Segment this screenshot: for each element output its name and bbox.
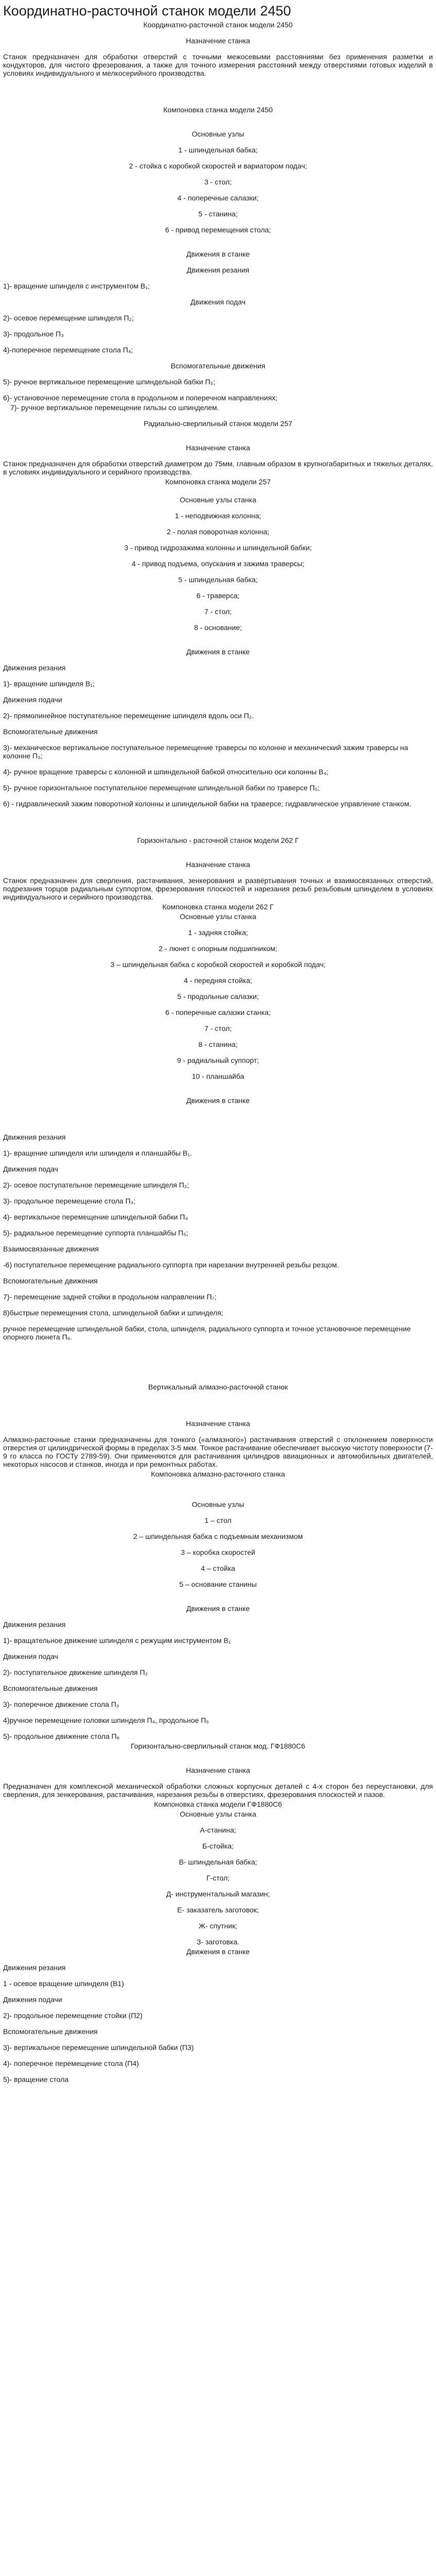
paragraph: Радиально-сверлильный станок модели 257 xyxy=(144,419,292,428)
paragraph: 5 – основание станины xyxy=(179,1580,257,1588)
paragraph: 4 - поперечные салазки; xyxy=(177,194,259,202)
paragraph: 6 - поперечные салазки станка; xyxy=(165,1008,271,1016)
paragraph: 1 - неподвижная колонна; xyxy=(175,512,261,520)
paragraph: Назначение станка xyxy=(186,1419,250,1428)
paragraph: Основные узлы станка xyxy=(180,912,256,921)
paragraph: 3 - привод гидрозажима колонны и шпиндельной бабки; xyxy=(124,544,312,552)
paragraph: 8 - станина; xyxy=(198,1040,238,1048)
spacer xyxy=(3,487,433,496)
paragraph: А-станина; xyxy=(200,1826,236,1834)
paragraph: Взаимосвязанные движения xyxy=(3,1245,99,1253)
paragraph: Движения подачи xyxy=(3,1995,62,2004)
paragraph: 8)быстрые перемещения стола, шпиндельной бабки и шпинделя; xyxy=(3,1309,223,1317)
paragraph: 3)- механическое вертикальное поступательное перемещение траверсы по колонне и механический зажим траверсы на колонне П₃; xyxy=(3,743,408,760)
spacer xyxy=(3,1480,433,1500)
spacer xyxy=(3,85,433,106)
spacer xyxy=(3,1758,433,1766)
paragraph: 2 – шпиндельная бабка с подъемным механизмом xyxy=(133,1532,303,1540)
paragraph: 2)- осевое поступательное перемещение шпинделя П₂; xyxy=(3,1181,189,1189)
paragraph: 1 - задняя стойка; xyxy=(188,928,248,937)
paragraph: 3 - стол; xyxy=(204,178,232,186)
paragraph: 1)- вращательное движение шпинделя с режущим инструментом В₁ xyxy=(3,1636,231,1645)
paragraph: 2)- прямолинейное поступательное перемещение шпинделя вдоль оси П₂. xyxy=(3,711,254,720)
paragraph: Г-стол; xyxy=(206,1874,230,1882)
paragraph: Алмазно-расточные станки предназначены для тонкого («алмазного») растачивания отверстий с отклонением поверхности отверстия от цилиндрической формы в пределах 3-5 мкм. Тонкое растачивание обеспечивает высокую чистоту поверхности (7-9 го класса по ГОСТу 2789-59). Они применяются для растачивания цилиндров авиационных и автомобильных двигателей, некоторых насосов и станков, иногда и при ремонтных работах. xyxy=(3,1435,433,1468)
paragraph: З- заготовка. xyxy=(196,1938,240,1946)
paragraph: Вспомогательные движения xyxy=(3,727,98,736)
paragraph: 6 - привод перемещения стола; xyxy=(165,226,271,234)
paragraph: Движения подачи xyxy=(3,696,62,704)
spacer xyxy=(3,122,433,130)
paragraph: Основные узлы станка xyxy=(180,1810,256,1818)
paragraph: Координатно-расточной станок модели 2450 xyxy=(143,21,293,29)
paragraph: В- шпиндельная бабка; xyxy=(179,1858,257,1866)
paragraph: 1)- вращение шпинделя с инструментом В₁; xyxy=(3,282,150,290)
paragraph: 5 - шпиндельная бабка; xyxy=(178,575,258,584)
paragraph: 4 - привод подъема, опускания и зажима траверсы; xyxy=(131,560,305,568)
paragraph: 2)- осевое перемещение шпинделя П₂; xyxy=(3,314,134,322)
paragraph: Е- заказатель заготовок; xyxy=(177,1906,259,1914)
paragraph: Станок предназначен для обработки отверстий с точными межосевыми расстояниями без применения разметки и кондукторов, для чистого фрезерования, а также для точного измерения расстояний между отверстиями готовых изделий в условиях индивидуального и мелкосерийного производства. xyxy=(3,53,433,77)
paragraph: Движения подач xyxy=(190,298,246,306)
paragraph: Компоновка станка модели 262 Г xyxy=(162,903,274,911)
paragraph: Движения в станке xyxy=(186,1096,250,1105)
paragraph: 3 – коробка скоростей xyxy=(181,1548,255,1556)
spacer xyxy=(3,1088,433,1096)
paragraph: 7)- перемещение задней стойки в продольном направлении П₇; xyxy=(3,1293,217,1301)
paragraph: Назначение станка xyxy=(186,444,250,452)
paragraph: Д- инструментальный магазин; xyxy=(166,1890,270,1898)
paragraph: 2)- поступательное движение шпинделя П₂ xyxy=(3,1668,148,1676)
paragraph: 6)- установочное перемещение стола в продольном и поперечном направлениях; xyxy=(3,394,277,402)
paragraph: 3)- вертикальное перемещение шпиндельной бабки (П3) xyxy=(3,2043,194,2052)
paragraph: 9 - радиальный суппорт; xyxy=(177,1056,259,1064)
document-title: Координатно-расточной станок модели 2450 xyxy=(3,3,291,19)
paragraph: 3)- продольное П₃ xyxy=(3,330,64,338)
paragraph: 4 - передняя стойка; xyxy=(184,976,252,985)
spacer xyxy=(3,639,433,648)
paragraph: Движения в станке xyxy=(186,648,250,656)
paragraph: Движения резания xyxy=(3,664,66,672)
paragraph: 1 - шпиндельная бабка; xyxy=(178,146,258,154)
paragraph: Б-стойка; xyxy=(202,1842,234,1850)
paragraph: Движения подач xyxy=(3,1652,58,1660)
paragraph: 2 - стойка с коробкой скоростей и вариатором подач; xyxy=(129,162,307,170)
paragraph: 2)- продольное перемещение стойки (П2) xyxy=(3,2011,143,2020)
paragraph: Вспомогательные движения xyxy=(3,2027,98,2036)
document-body xyxy=(3,21,433,2091)
paragraph: Горизонтально-сверлильный станок мод. ГФ1880С6 xyxy=(131,1742,305,1750)
paragraph: Основные узлы станка xyxy=(180,496,256,504)
paragraph: 5 - станина; xyxy=(198,210,238,218)
paragraph: 6) - гидравлический зажим поворотной колонны и шпиндельной бабки на траверсе; гидравлическое управление станком. xyxy=(3,800,411,808)
paragraph: Назначение станка xyxy=(186,1766,250,1774)
paragraph: 2 - полая поворотная колонна; xyxy=(167,528,269,536)
paragraph: Компоновка станка модели 2450 xyxy=(163,106,273,114)
paragraph: 7 - стол; xyxy=(204,607,232,616)
paragraph: 2 - люнет с опорным подшипником; xyxy=(159,944,277,953)
paragraph: 1 – стол xyxy=(204,1516,232,1524)
paragraph: Движения в станке xyxy=(186,250,250,258)
paragraph: 5)- ручное горизонтальное поступательное перемещение шпиндельной бабки по траверсе П₅; xyxy=(3,784,320,792)
paragraph: Движения резания xyxy=(3,1620,66,1629)
paragraph: 5)- ручное вертикальное перемещение шпиндельной бабки П₅; xyxy=(3,378,215,386)
paragraph: 10 - планшайба xyxy=(191,1072,245,1080)
spacer xyxy=(3,852,433,860)
paragraph: Компоновка станка модели 257 xyxy=(165,478,271,486)
paragraph: 4)- вертикальное перемещение шпиндельной бабки П₄ xyxy=(3,1213,188,1221)
paragraph: Движения резания xyxy=(3,1133,66,1141)
paragraph: 5)- радиальное перемещение суппорта планшайбы П₅; xyxy=(3,1229,188,1237)
paragraph: Ж- спутник; xyxy=(198,1922,238,1930)
spacer xyxy=(3,435,433,444)
paragraph: 5 - продольные салазки; xyxy=(177,992,259,1001)
paragraph: 4)- поперечное перемещение стола (П4) xyxy=(3,2059,139,2067)
paragraph: Основные узлы xyxy=(191,1500,245,1509)
paragraph: Станок предназначен для сверления, растачивания, зенкерования и развёртывания точных и взаимосвязанных отверстий, подрезания торцов радиальным суппортом, фрезерования плоскостей и нарезания резьб резьбовым шпинделем в условиях индивидуального и серийного производства. xyxy=(3,876,433,901)
paragraph: 5)- вращение стола xyxy=(3,2075,69,2083)
paragraph: 7 - стол; xyxy=(204,1024,232,1032)
spacer xyxy=(3,1596,433,1604)
paragraph: 4)ручное перемещение головки шпинделя П₄, продольное П₅ xyxy=(3,1716,209,1724)
paragraph: 4)- ручное вращение траверсы с колонной и шпиндельной бабкой относительно оси колонны В₄; xyxy=(3,768,328,776)
paragraph: Предназначен для комплексной механической обработки сложных корпусных деталей с 4-х сторон без переустановки, для сверления, для зенкерования, растачивания, нарезания резьбы в отверстиях, фрезерования плоскостей и пазов. xyxy=(3,1782,433,1799)
spacer xyxy=(3,1112,433,1133)
paragraph: 3 – шпиндельная бабка с коробкой скоростей и коробкой подач; xyxy=(110,960,326,969)
paragraph: 1 - осевое вращение шпинделя (В1) xyxy=(3,1979,124,1988)
paragraph: Движения подач xyxy=(3,1165,58,1173)
paragraph: Движения в станке xyxy=(186,1604,250,1613)
paragraph: Вспомогательные движения xyxy=(170,362,266,370)
paragraph: Движения в станке xyxy=(186,1947,250,1956)
paragraph: Вспомогательные движения xyxy=(3,1684,98,1692)
paragraph: 8 - основание; xyxy=(194,623,242,632)
spacer xyxy=(3,242,433,250)
paragraph: Компоновка алмазно-расточного станка xyxy=(151,1470,285,1478)
paragraph: Назначение станка xyxy=(186,860,250,869)
paragraph: -6) поступательное перемещение радиального суппорта при нарезании внутренней резьбы резцом. xyxy=(3,1261,339,1269)
paragraph: 4 – стойка xyxy=(201,1564,235,1572)
paragraph: 6 - траверса; xyxy=(196,591,240,600)
paragraph: Основные узлы xyxy=(191,130,245,138)
paragraph: Компоновка станка модели ГФ1880С6 xyxy=(154,1800,282,1808)
paragraph: 4)-поперечное перемещение стола П₄; xyxy=(3,346,133,354)
paragraph: Назначение станка xyxy=(186,37,250,45)
paragraph: 7)- ручное вертикальное перемещение гильзы со шпинделем. xyxy=(10,403,219,412)
paragraph: Движения резания xyxy=(3,1963,66,1972)
paragraph: Станок предназначен для обработки отверстий диаметром до 75мм, главным образом в крупногабаритных и тяжелых деталях, в условиях индивидуального и серийного производства. xyxy=(3,460,433,476)
paragraph: 5)- продольное движение стола П₆ xyxy=(3,1732,120,1740)
paragraph: Движения резания xyxy=(186,266,250,274)
spacer xyxy=(3,1399,433,1419)
paragraph: Горизонтально - расточной станок модели 262 Г xyxy=(137,836,299,844)
paragraph: Вспомогательные движения xyxy=(3,1277,98,1285)
paragraph: 3)- поперечное движение стола П₃ xyxy=(3,1700,119,1708)
paragraph: 1)- вращение шпинделя или шпинделя и планшайбы В₁. xyxy=(3,1149,192,1157)
spacer xyxy=(3,1349,433,1383)
paragraph: ручное перемещение шпиндельной бабки, стола, шпинделя, радиального суппорта и точное установочное перемещение опорного люнета П₉. xyxy=(3,1325,411,1341)
paragraph: 3)- продольное перемещение стола П₃; xyxy=(3,1197,136,1205)
paragraph: Вертикальный алмазно-расточной станок xyxy=(148,1383,288,1391)
paragraph: 1)- вращение шпинделя В₁; xyxy=(3,680,95,688)
spacer xyxy=(3,816,433,836)
